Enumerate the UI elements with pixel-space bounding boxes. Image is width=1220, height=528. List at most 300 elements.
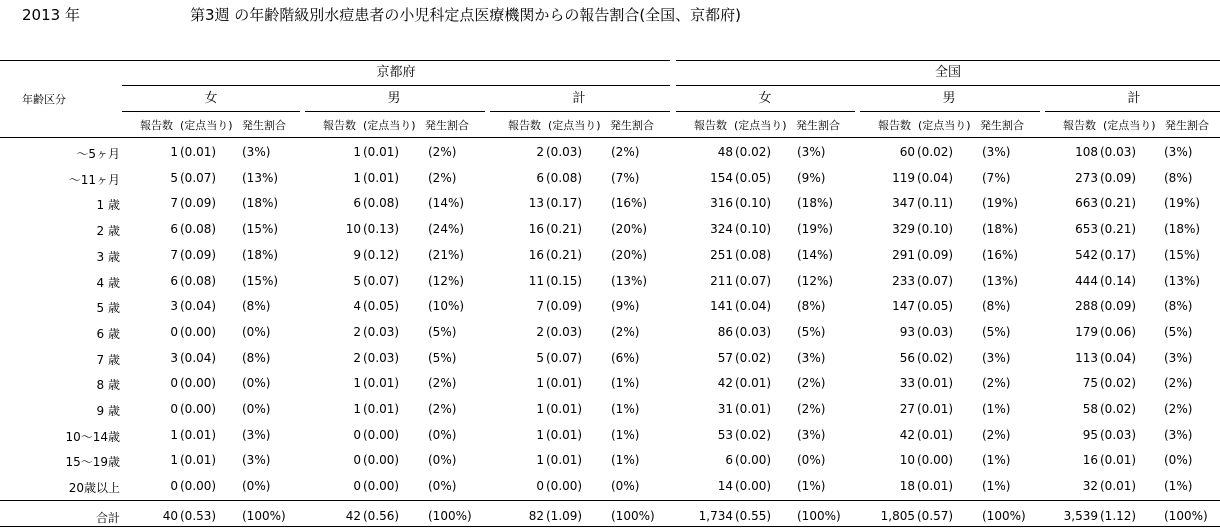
table-row-count: 11 <box>528 273 544 288</box>
total-row-per-sentinel: (0.53) <box>180 509 217 523</box>
table-row-rate: (3%) <box>797 145 826 159</box>
table-row-count: 0 <box>353 453 361 468</box>
table-row-rate: (7%) <box>611 170 640 185</box>
table-row-rate: (3%) <box>982 350 1011 365</box>
table-row-rate: (19%) <box>982 196 1019 211</box>
subheader-rate: 発生割合 <box>1165 119 1209 132</box>
table-row-rate: (10%) <box>428 299 465 314</box>
table-row-rate: (20%) <box>611 247 648 262</box>
table-row-per-sentinel: (0.01) <box>546 376 583 391</box>
subheader-count: 報告数 <box>323 119 356 132</box>
total-row-per-sentinel: (0.57) <box>917 509 954 523</box>
table-row-rate: (3%) <box>242 453 271 468</box>
row-label: 1 歳 <box>96 198 120 213</box>
table-row-per-sentinel: (0.17) <box>546 196 583 211</box>
table-row-per-sentinel: (0.00) <box>180 402 217 416</box>
row-label: 3 歳 <box>96 249 120 264</box>
table-row-per-sentinel: (0.00) <box>180 324 217 339</box>
total-row-rate: (100%) <box>797 509 841 523</box>
table-row-rate: (2%) <box>428 402 457 416</box>
table-row-per-sentinel: (0.01) <box>363 376 400 391</box>
total-row-count: 40 <box>162 509 178 523</box>
table-row-count: 5 <box>353 273 361 288</box>
table-row-count: 5 <box>536 350 544 365</box>
title-year: 2013 年 <box>22 6 80 24</box>
table-row-count: 1 <box>170 427 178 442</box>
table-row-per-sentinel: (0.01) <box>180 145 217 159</box>
table-row-count: 288 <box>1075 299 1098 314</box>
table-row-per-sentinel: (0.00) <box>180 376 217 391</box>
table-row-per-sentinel: (0.02) <box>735 145 772 159</box>
table-row-count: 1 <box>353 402 361 416</box>
table-row-rate: (12%) <box>797 273 834 288</box>
table-row-per-sentinel: (0.04) <box>180 350 217 365</box>
table-row-rate: (0%) <box>797 453 826 468</box>
table-row-rate: (16%) <box>982 247 1019 262</box>
table-row-per-sentinel: (0.14) <box>1100 273 1137 288</box>
table-top-rule-right <box>676 60 1220 61</box>
table-row-count: 56 <box>899 350 915 365</box>
table-row-rate: (18%) <box>242 247 279 262</box>
table-row-per-sentinel: (0.09) <box>546 299 583 314</box>
total-row-per-sentinel: (1.12) <box>1100 509 1137 523</box>
table-row-per-sentinel: (0.07) <box>180 170 217 185</box>
table-row-per-sentinel: (0.02) <box>735 350 772 365</box>
table-row-per-sentinel: (0.01) <box>735 376 772 391</box>
table-row-count: 0 <box>536 479 544 494</box>
table-row-rate: (1%) <box>982 479 1011 494</box>
subheader-per-sentinel: (定点当り) <box>1103 119 1156 132</box>
table-row-rate: (2%) <box>611 145 640 159</box>
table-row-per-sentinel: (0.09) <box>1100 299 1137 314</box>
table-row-count: 0 <box>353 427 361 442</box>
subheader-rate: 発生割合 <box>242 119 286 132</box>
sex-rule-3 <box>676 111 855 112</box>
sex-header-2: 計 <box>572 91 586 106</box>
table-row-per-sentinel: (0.08) <box>180 222 217 237</box>
table-row-count: 95 <box>1082 427 1098 442</box>
table-row-rate: (13%) <box>611 273 648 288</box>
table-row-count: 0 <box>170 324 178 339</box>
page-title: 第3週 の年齢階級別水痘患者の小児科定点医療機関からの報告割合(全国、京都府) <box>190 6 742 24</box>
table-row-count: 0 <box>170 376 178 391</box>
table-row-rate: (1%) <box>982 453 1011 468</box>
table-row-rate: (0%) <box>428 453 457 468</box>
sex-header-5: 計 <box>1127 91 1141 106</box>
table-row-rate: (18%) <box>242 196 279 211</box>
table-row-count: 10 <box>899 453 915 468</box>
table-row-rate: (20%) <box>611 222 648 237</box>
table-row-count: 119 <box>892 170 915 185</box>
table-row-rate: (7%) <box>982 170 1011 185</box>
table-row-count: 32 <box>1082 479 1098 494</box>
table-row-per-sentinel: (0.21) <box>1100 196 1137 211</box>
table-row-count: 57 <box>717 350 733 365</box>
table-row-per-sentinel: (0.03) <box>363 324 400 339</box>
table-row-rate: (0%) <box>242 324 271 339</box>
table-row-count: 16 <box>528 247 544 262</box>
table-row-rate: (3%) <box>1164 427 1193 442</box>
table-row-rate: (24%) <box>428 222 465 237</box>
table-row-rate: (0%) <box>1164 453 1193 468</box>
table-row-rate: (16%) <box>611 196 648 211</box>
table-row-count: 6 <box>170 273 178 288</box>
table-row-count: 5 <box>170 170 178 185</box>
total-row-rate: (100%) <box>982 509 1026 523</box>
table-row-rate: (13%) <box>242 170 279 185</box>
table-row-count: 3 <box>170 350 178 365</box>
table-row-count: 7 <box>170 247 178 262</box>
table-row-count: 10 <box>345 222 361 237</box>
table-row-count: 1 <box>170 145 178 159</box>
table-row-rate: (18%) <box>982 222 1019 237</box>
table-row-rate: (18%) <box>797 196 834 211</box>
table-row-count: 347 <box>892 196 915 211</box>
table-row-per-sentinel: (0.08) <box>363 196 400 211</box>
table-row-count: 0 <box>170 479 178 494</box>
table-row-rate: (3%) <box>1164 145 1193 159</box>
table-row-rate: (0%) <box>242 402 271 416</box>
table-row-count: 3 <box>170 299 178 314</box>
table-row-count: 75 <box>1082 376 1098 391</box>
table-row-rate: (0%) <box>242 376 271 391</box>
total-row-rate: (100%) <box>611 509 655 523</box>
table-row-count: 2 <box>536 324 544 339</box>
table-row-rate: (14%) <box>428 196 465 211</box>
table-row-per-sentinel: (0.04) <box>1100 350 1137 365</box>
sex-rule-1 <box>305 111 485 112</box>
table-row-count: 211 <box>710 273 733 288</box>
subheader-count: 報告数 <box>1063 119 1096 132</box>
row-label: 合計 <box>95 511 120 525</box>
table-row-per-sentinel: (0.01) <box>546 427 583 442</box>
table-row-rate: (3%) <box>242 427 271 442</box>
table-row-rate: (5%) <box>428 350 457 365</box>
table-row-count: 1 <box>536 427 544 442</box>
subheader-per-sentinel: (定点当り) <box>734 119 787 132</box>
table-row-count: 16 <box>1082 453 1098 468</box>
table-row-count: 42 <box>717 376 733 391</box>
table-row-count: 251 <box>710 247 733 262</box>
sex-rule-0 <box>122 111 300 112</box>
table-row-per-sentinel: (0.00) <box>363 427 400 442</box>
subheader-rate: 発生割合 <box>980 119 1024 132</box>
total-row-count: 42 <box>345 509 361 523</box>
table-row-rate: (13%) <box>1164 273 1201 288</box>
table-row-per-sentinel: (0.03) <box>363 350 400 365</box>
table-row-rate: (6%) <box>611 350 640 365</box>
table-row-per-sentinel: (0.05) <box>363 299 400 314</box>
table-row-rate: (5%) <box>1164 324 1193 339</box>
table-bottom-rule <box>0 526 1220 527</box>
table-row-per-sentinel: (0.04) <box>180 299 217 314</box>
table-row-count: 53 <box>717 427 733 442</box>
table-row-count: 42 <box>899 427 915 442</box>
sex-header-0: 女 <box>204 91 218 106</box>
table-row-per-sentinel: (0.01) <box>735 402 772 416</box>
table-row-per-sentinel: (0.05) <box>917 299 954 314</box>
total-row-per-sentinel: (0.55) <box>735 509 772 523</box>
table-row-count: 4 <box>353 299 361 314</box>
total-row-count: 3,539 <box>1063 509 1098 523</box>
table-row-rate: (3%) <box>242 145 271 159</box>
table-row-count: 31 <box>717 402 733 416</box>
table-row-per-sentinel: (0.01) <box>546 453 583 468</box>
table-row-count: 653 <box>1075 222 1098 237</box>
total-row-rate: (100%) <box>242 509 286 523</box>
row-label: ～5ヶ月 <box>76 147 120 161</box>
table-row-rate: (3%) <box>982 145 1011 159</box>
table-row-rate: (1%) <box>797 479 826 494</box>
table-row-per-sentinel: (0.21) <box>546 222 583 237</box>
table-row-count: 2 <box>353 324 361 339</box>
table-row-per-sentinel: (0.01) <box>363 402 400 416</box>
total-row-count: 82 <box>528 509 544 523</box>
row-label: ～11ヶ月 <box>68 172 120 187</box>
table-row-per-sentinel: (0.21) <box>1100 222 1137 237</box>
table-row-rate: (21%) <box>428 247 465 262</box>
total-row-count: 1,734 <box>698 509 733 523</box>
table-row-per-sentinel: (0.03) <box>1100 145 1137 159</box>
row-label: 15～19歳 <box>65 455 120 470</box>
subheader-per-sentinel: (定点当り) <box>548 119 601 132</box>
table-row-count: 2 <box>353 350 361 365</box>
table-row-count: 6 <box>353 196 361 211</box>
table-row-count: 6 <box>536 170 544 185</box>
table-row-per-sentinel: (0.00) <box>363 479 400 494</box>
sex-header-4: 男 <box>942 91 956 106</box>
table-row-per-sentinel: (0.09) <box>180 247 217 262</box>
table-row-count: 141 <box>710 299 733 314</box>
table-row-rate: (2%) <box>1164 402 1193 416</box>
table-row-rate: (9%) <box>611 299 640 314</box>
table-row-per-sentinel: (0.17) <box>1100 247 1137 262</box>
table-row-per-sentinel: (0.10) <box>917 222 954 237</box>
table-row-rate: (2%) <box>611 324 640 339</box>
table-row-per-sentinel: (0.00) <box>363 453 400 468</box>
table-row-rate: (18%) <box>1164 222 1201 237</box>
table-row-count: 13 <box>528 196 544 211</box>
table-row-per-sentinel: (0.21) <box>546 247 583 262</box>
row-label: 7 歳 <box>96 352 120 367</box>
total-row-rate: (100%) <box>1164 509 1208 523</box>
table-row-per-sentinel: (0.07) <box>546 350 583 365</box>
table-row-per-sentinel: (0.11) <box>917 196 954 211</box>
table-row-rate: (3%) <box>797 350 826 365</box>
table-row-per-sentinel: (0.01) <box>917 479 954 494</box>
table-row-rate: (1%) <box>611 376 640 391</box>
row-label: 4 歳 <box>96 275 120 290</box>
sex-header-3: 女 <box>758 91 772 106</box>
region-rule-national <box>676 85 1220 86</box>
table-row-rate: (2%) <box>428 145 457 159</box>
table-row-rate: (15%) <box>242 222 279 237</box>
sex-rule-5 <box>1045 111 1220 112</box>
total-row-per-sentinel: (1.09) <box>546 509 583 523</box>
table-row-count: 1 <box>353 170 361 185</box>
subheader-count: 報告数 <box>878 119 911 132</box>
row-label: 2 歳 <box>96 224 120 239</box>
table-row-count: 14 <box>717 479 733 494</box>
table-row-per-sentinel: (0.08) <box>180 273 217 288</box>
sex-rule-2 <box>490 111 670 112</box>
table-row-rate: (0%) <box>242 479 271 494</box>
table-row-rate: (14%) <box>797 247 834 262</box>
region-rule-kyoto <box>122 85 670 86</box>
table-row-per-sentinel: (0.01) <box>180 453 217 468</box>
table-row-count: 316 <box>710 196 733 211</box>
table-row-count: 33 <box>899 376 915 391</box>
table-row-per-sentinel: (0.01) <box>917 427 954 442</box>
table-row-count: 329 <box>892 222 915 237</box>
table-row-per-sentinel: (0.06) <box>1100 324 1137 339</box>
table-row-rate: (1%) <box>611 453 640 468</box>
table-row-count: 7 <box>536 299 544 314</box>
table-row-per-sentinel: (0.13) <box>363 222 400 237</box>
table-row-per-sentinel: (0.01) <box>917 376 954 391</box>
table-row-per-sentinel: (0.07) <box>917 273 954 288</box>
subheader-rate: 発生割合 <box>610 119 654 132</box>
table-row-rate: (3%) <box>797 427 826 442</box>
table-row-count: 93 <box>899 324 915 339</box>
table-row-rate: (2%) <box>428 170 457 185</box>
table-row-count: 9 <box>353 247 361 262</box>
table-row-rate: (0%) <box>428 479 457 494</box>
subheader-count: 報告数 <box>694 119 727 132</box>
table-row-per-sentinel: (0.00) <box>735 479 772 494</box>
subheader-per-sentinel: (定点当り) <box>363 119 416 132</box>
total-row-per-sentinel: (0.56) <box>363 509 400 523</box>
table-row-per-sentinel: (0.02) <box>1100 402 1137 416</box>
table-row-rate: (1%) <box>1164 479 1193 494</box>
table-row-per-sentinel: (0.08) <box>735 247 772 262</box>
region-header-kyoto: 京都府 <box>376 65 416 80</box>
table-row-per-sentinel: (0.01) <box>363 145 400 159</box>
table-row-count: 291 <box>892 247 915 262</box>
row-label: 20歳以上 <box>68 481 120 496</box>
table-row-per-sentinel: (0.04) <box>735 299 772 314</box>
table-row-count: 7 <box>170 196 178 211</box>
row-label: 6 歳 <box>96 326 120 341</box>
age-group-header: 年齢区分 <box>22 93 66 106</box>
table-row-count: 663 <box>1075 196 1098 211</box>
row-label: 9 歳 <box>96 404 120 418</box>
table-row-per-sentinel: (0.02) <box>917 350 954 365</box>
table-row-per-sentinel: (0.09) <box>917 247 954 262</box>
table-row-per-sentinel: (0.05) <box>735 170 772 185</box>
table-row-per-sentinel: (0.15) <box>546 273 583 288</box>
table-row-rate: (12%) <box>428 273 465 288</box>
table-row-count: 86 <box>717 324 733 339</box>
table-row-count: 48 <box>717 145 733 159</box>
table-row-rate: (3%) <box>1164 350 1193 365</box>
table-row-count: 1 <box>536 402 544 416</box>
sex-header-1: 男 <box>387 91 401 106</box>
table-row-rate: (8%) <box>242 350 271 365</box>
table-top-rule-left <box>0 60 670 61</box>
table-row-per-sentinel: (0.07) <box>363 273 400 288</box>
table-row-rate: (1%) <box>982 402 1011 416</box>
table-row-count: 6 <box>170 222 178 237</box>
subheader-rate: 発生割合 <box>425 119 469 132</box>
table-row-per-sentinel: (0.03) <box>546 324 583 339</box>
table-row-rate: (1%) <box>611 427 640 442</box>
table-row-rate: (19%) <box>1164 196 1201 211</box>
table-row-count: 18 <box>899 479 915 494</box>
table-row-rate: (0%) <box>611 479 640 494</box>
total-rule <box>0 500 1220 501</box>
table-row-per-sentinel: (0.09) <box>180 196 217 211</box>
table-row-count: 1 <box>353 376 361 391</box>
table-row-count: 60 <box>899 145 915 159</box>
table-row-rate: (2%) <box>428 376 457 391</box>
table-row-count: 2 <box>536 145 544 159</box>
table-row-count: 233 <box>892 273 915 288</box>
table-row-rate: (1%) <box>611 402 640 416</box>
table-row-per-sentinel: (0.08) <box>546 170 583 185</box>
table-row-rate: (15%) <box>1164 247 1201 262</box>
subheader-count: 報告数 <box>508 119 541 132</box>
table-row-count: 108 <box>1075 145 1098 159</box>
total-row-rate: (100%) <box>428 509 472 523</box>
table-row-count: 6 <box>725 453 733 468</box>
table-row-per-sentinel: (0.01) <box>546 402 583 416</box>
sex-rule-4 <box>860 111 1040 112</box>
table-row-count: 154 <box>710 170 733 185</box>
table-row-per-sentinel: (0.01) <box>363 170 400 185</box>
table-row-rate: (9%) <box>797 170 826 185</box>
table-row-per-sentinel: (0.07) <box>735 273 772 288</box>
table-row-rate: (19%) <box>797 222 834 237</box>
table-row-per-sentinel: (0.01) <box>1100 453 1137 468</box>
table-row-rate: (2%) <box>797 376 826 391</box>
header-bottom-rule <box>0 137 1220 138</box>
table-row-rate: (8%) <box>1164 170 1193 185</box>
table-row-count: 0 <box>353 479 361 494</box>
table-row-rate: (5%) <box>797 324 826 339</box>
subheader-rate: 発生割合 <box>796 119 840 132</box>
table-row-per-sentinel: (0.01) <box>180 427 217 442</box>
row-label: 10～14歳 <box>65 429 120 444</box>
table-row-rate: (2%) <box>982 427 1011 442</box>
table-row-count: 113 <box>1075 350 1098 365</box>
table-row-rate: (8%) <box>797 299 826 314</box>
table-row-per-sentinel: (0.00) <box>735 453 772 468</box>
table-row-per-sentinel: (0.00) <box>917 453 954 468</box>
region-header-national: 全国 <box>934 65 961 80</box>
table-row-per-sentinel: (0.04) <box>917 170 954 185</box>
table-row-count: 27 <box>899 402 915 416</box>
table-row-per-sentinel: (0.01) <box>917 402 954 416</box>
total-row-count: 1,805 <box>880 509 915 523</box>
row-label: 5 歳 <box>96 301 120 316</box>
table-row-per-sentinel: (0.02) <box>735 427 772 442</box>
table-row-count: 1 <box>170 453 178 468</box>
table-row-count: 324 <box>710 222 733 237</box>
table-row-count: 0 <box>170 402 178 416</box>
table-row-count: 147 <box>892 299 915 314</box>
table-row-rate: (2%) <box>797 402 826 416</box>
table-row-per-sentinel: (0.03) <box>917 324 954 339</box>
table-row-rate: (8%) <box>982 299 1011 314</box>
table-row-per-sentinel: (0.10) <box>735 196 772 211</box>
table-row-rate: (8%) <box>242 299 271 314</box>
table-row-rate: (5%) <box>982 324 1011 339</box>
table-row-rate: (5%) <box>428 324 457 339</box>
row-label: 8 歳 <box>96 378 120 393</box>
table-row-per-sentinel: (0.01) <box>1100 479 1137 494</box>
table-row-count: 273 <box>1075 170 1098 185</box>
